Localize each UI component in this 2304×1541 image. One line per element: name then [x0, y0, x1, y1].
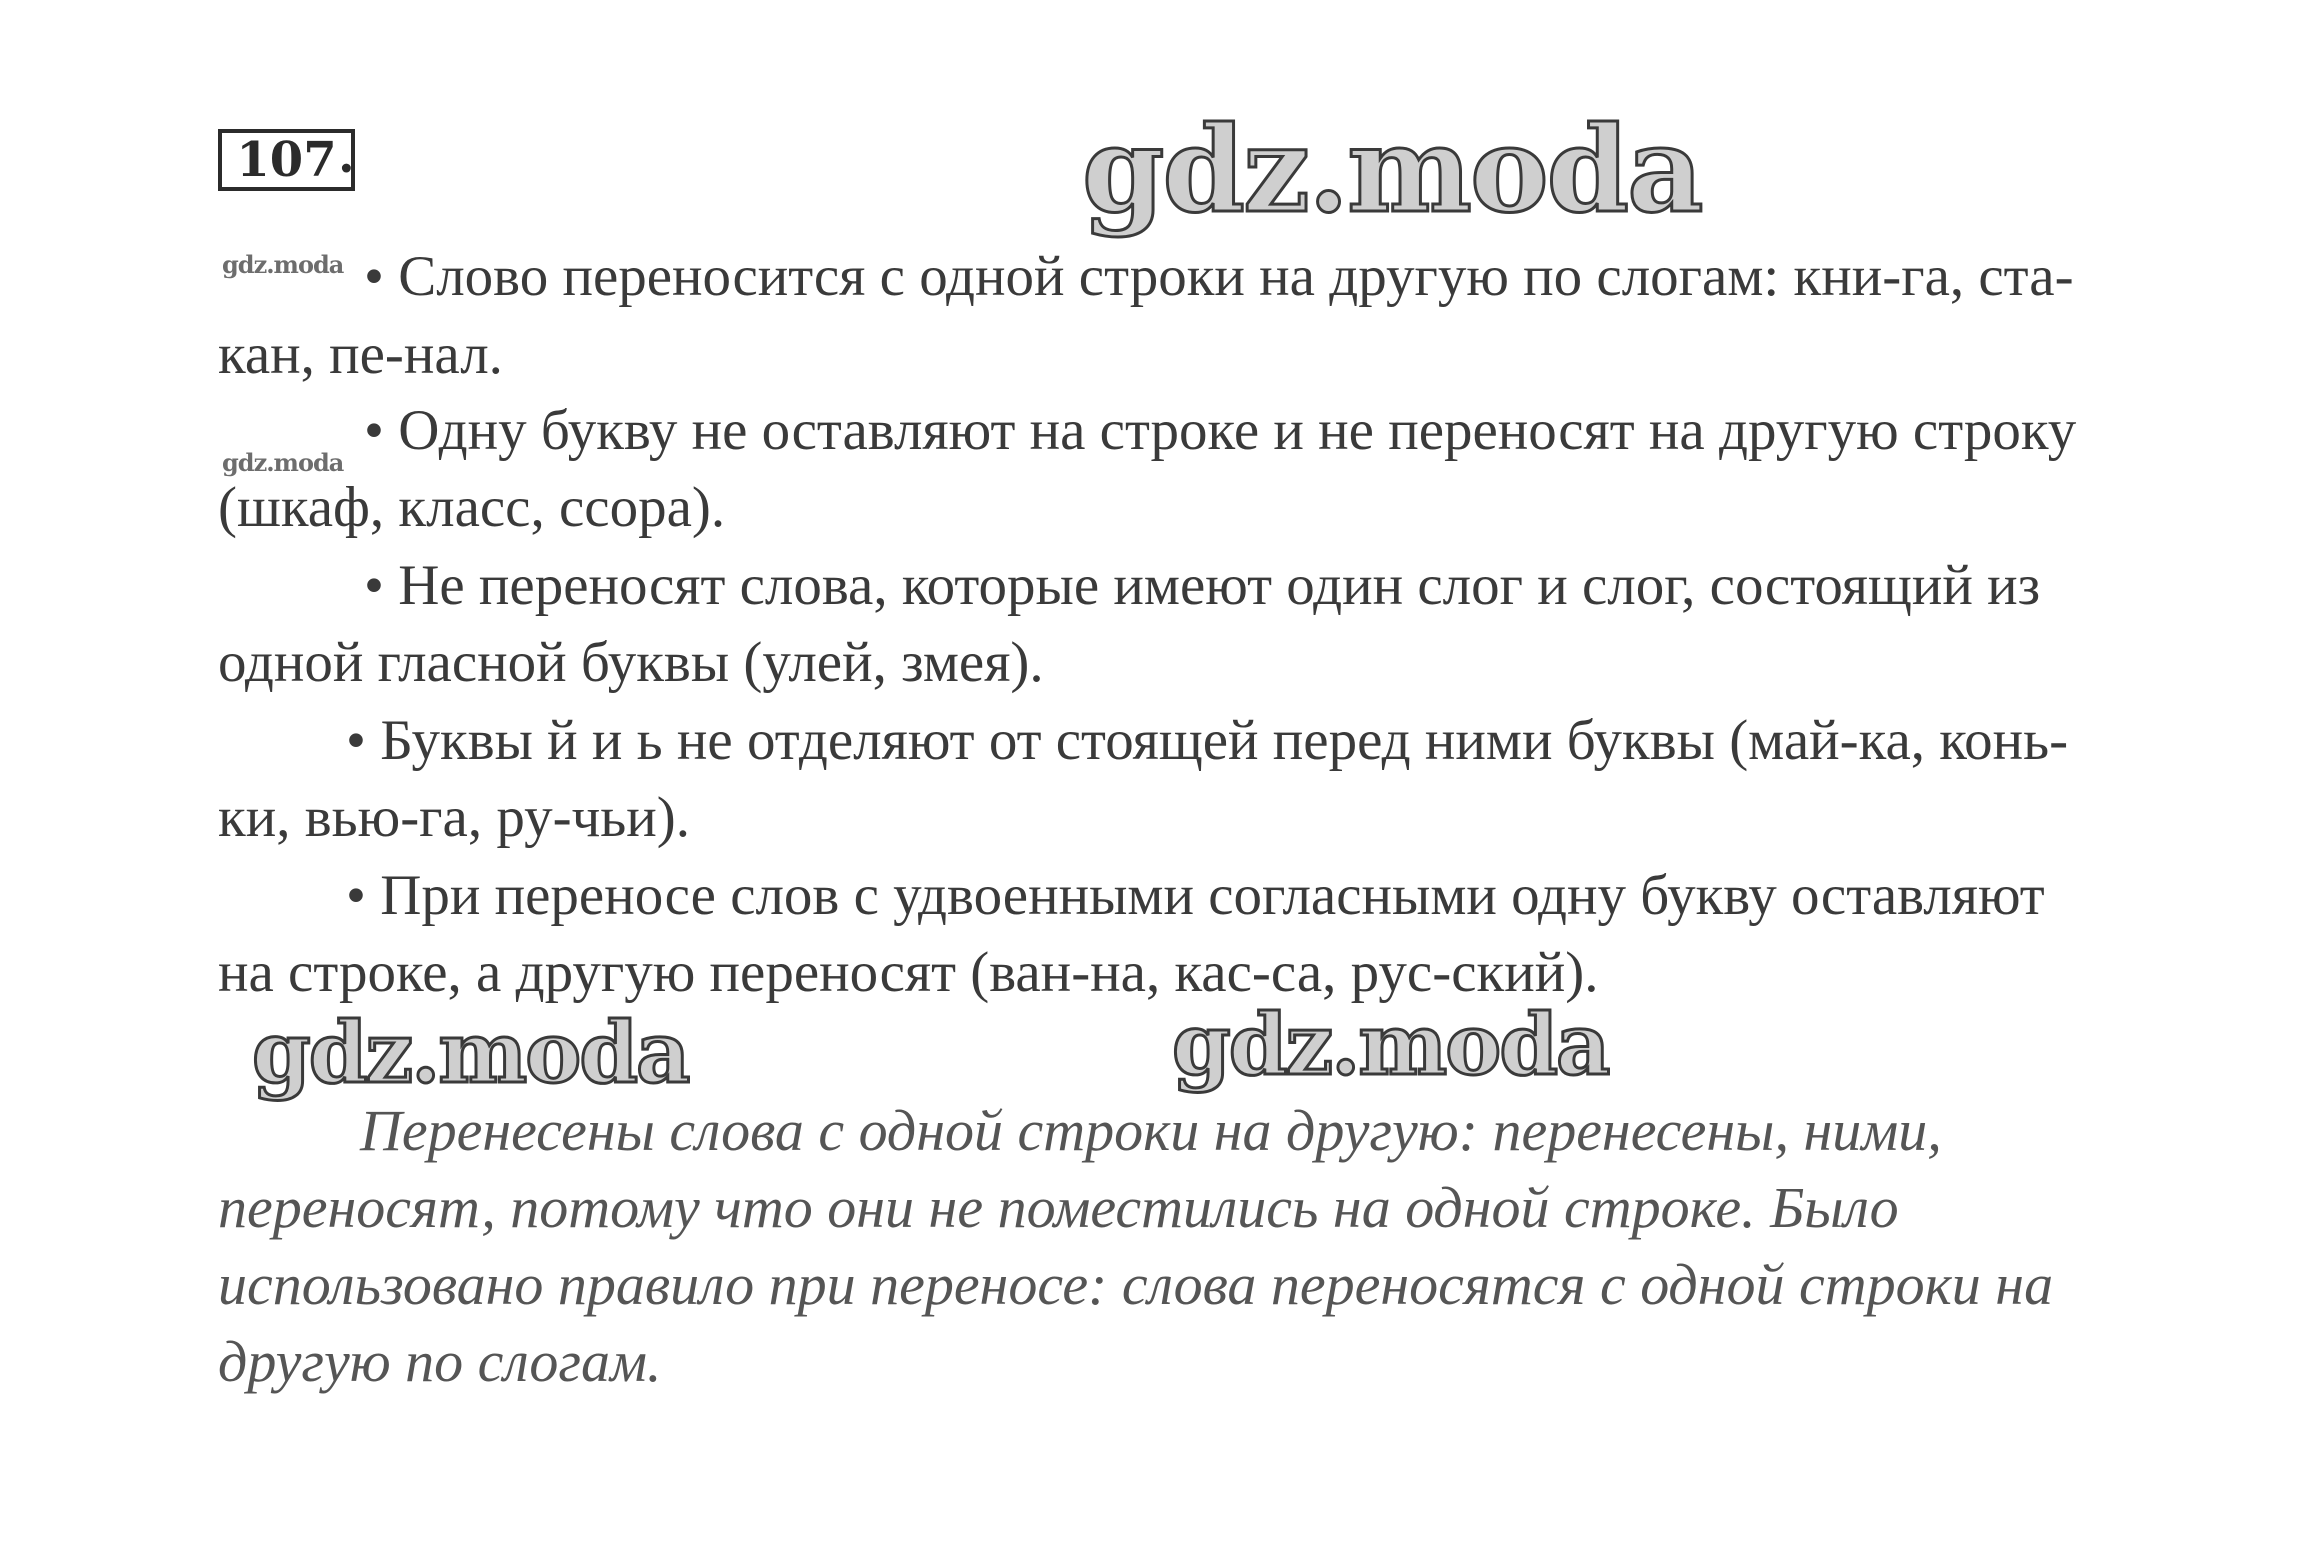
rule-2-line-1: • Одну букву не оставляют на строке и не переносят на другую строку	[364, 399, 2077, 462]
answer-line-4: другую по слогам.	[218, 1329, 662, 1394]
rule-1-line-2: кан, пе-нал.	[218, 323, 503, 386]
watermark-middle-right: gdz.moda	[1172, 995, 1609, 1094]
exercise-number: 107	[218, 129, 355, 191]
rule-4-line-2: ки, вью-га, ру-чьи).	[218, 786, 690, 849]
answer-line-1: Перенесены слова с одной строки на другую: перенесены, ними,	[360, 1098, 1942, 1163]
exercise-number-dot: .	[338, 128, 355, 184]
rule-1-line-1: • Слово переносится с одной строки на другую по слогам: кни-га, ста-	[364, 245, 2074, 308]
rule-5-line-2: на строке, а другую переносят (ван-на, кас-са, рус-ский).	[218, 941, 1599, 1004]
watermark-small-2: gdz.moda	[222, 448, 344, 477]
rule-3-line-1: • Не переносят слова, которые имеют один слог и слог, состоящий из	[364, 554, 2041, 617]
watermark-top: gdz.moda	[1082, 100, 1702, 239]
watermark-middle-left: gdz.moda	[252, 1003, 689, 1102]
rule-2-line-2: (шкаф, класс, ссора).	[218, 476, 726, 539]
answer-line-3: использовано правило при переносе: слова переносятся с одной строки на	[218, 1252, 2054, 1317]
rule-3-line-2: одной гласной буквы (улей, змея).	[218, 631, 1044, 694]
rule-4-line-1: • Буквы й и ь не отделяют от стоящей перед ними буквы (май-ка, конь-	[346, 709, 2069, 772]
watermark-small-1: gdz.moda	[222, 250, 344, 279]
answer-line-2: переносят, потому что они не поместились на одной строке. Было	[218, 1175, 1899, 1240]
rule-5-line-1: • При переносе слов с удвоенными согласными одну букву оставляют	[346, 864, 2045, 927]
